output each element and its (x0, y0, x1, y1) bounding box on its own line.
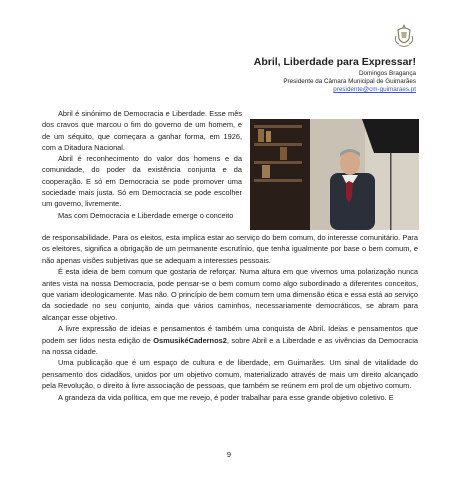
coat-of-arms-icon (393, 22, 415, 48)
paragraph-4: É esta ideia de bem comum que gostaria de reforçar. Numa altura em que vivemos uma polarização nunca antes vista na nossa Democracia, pode pensar-se o bem comum como algo subordinado a diferentes conceitos, que variam ideologicamente. Mas não. O princípio de bem comum tem uma dimensão ética e essa está ao serviço da sociedade no seu conjunto, ainda que vários caminhos, necessariamente democráticos, se abram para alcançar esse objetivo. (42, 267, 418, 322)
author-name: Domingos Bragança (358, 70, 416, 77)
paragraph-1: Abril é sinónimo de Democracia e Liberdade. Esse mês dos cravos que marcou o fim do governo de um homem, e de um séquito, que começara a ganhar forma, em 1926, com a Ditadura Nacional. (42, 109, 242, 152)
page-number: 9 (226, 450, 232, 459)
author-portrait-photo (250, 119, 419, 230)
paragraph-3-start: Mas com Democracia e Liberdade emerge o conceito (58, 210, 234, 220)
paragraph-2: Abril é reconhecimento do valor dos homens e da comunidade, do poder da existência conjunta e da cooperação. E só em Democracia se pode promover uma sociedade mais justa. Só em Democracia se pode escolher um governo, livremente. (42, 154, 242, 209)
paragraph-5 (42, 323, 418, 357)
paragraph-3-rest: de responsabilidade. Para os eleitos, esta implica estar ao serviço do bem comum, do interesse comunitário. Para os eleitores, significa a obrigação de um permanente escrutínio, que tenha igualmente por base o bem comum, e não apenas visões subjetivas que se adequam a interesses pessoais. (42, 233, 418, 265)
paragraph-6: Uma publicação que é um espaço de cultura e de liberdade, em Guimarães. Um sinal de vitalidade do pensamento dos cidadãos, unidos por um objetivo comum, materializado através de mais um direito alcançado pela Revolução, o direito à livre associação de pessoas, que também se reúnem em prol de um objetivo comum. (42, 358, 418, 391)
author-role: Presidente da Câmara Municipal de Guimarães (283, 78, 416, 85)
publication-name: OsmusikéCadernos2 (153, 335, 227, 345)
paragraph-5-text-b: , sobre Abril e a Liberdade e as vivências da Democracia na nossa cidade. (42, 335, 418, 357)
author-email-link[interactable]: presidente@cm-guimaraes.pt (333, 86, 416, 93)
body-text (42, 232, 418, 403)
article-title: Abril, Liberdade para Expressar! (253, 56, 416, 68)
left-column (42, 108, 242, 221)
paragraph-7: A grandeza da vida política, em que me revejo, é poder trabalhar para esse grande objetivo coletivo. E (58, 392, 394, 402)
paragraph-5-text-a: A livre expressão de ideias e pensamentos é também uma conquista de Abril. Ideias e pensamentos que podem ser lidos nesta edição de (42, 324, 418, 345)
